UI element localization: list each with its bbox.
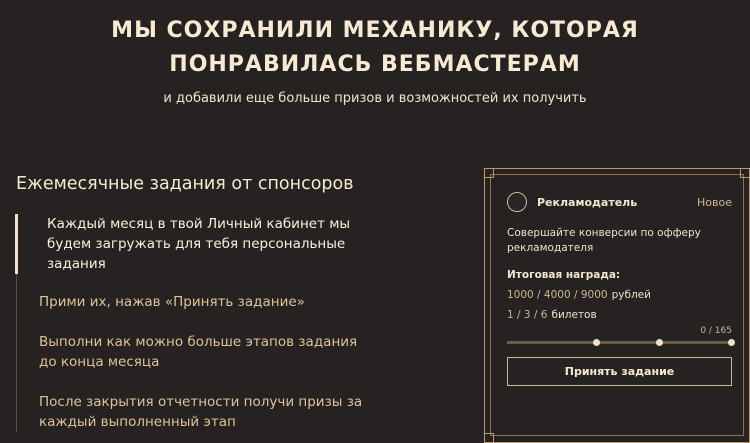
progress-milestone-dot — [593, 339, 600, 346]
step-item-2[interactable]: Прими их, нажав «Принять задание» — [39, 294, 305, 310]
card-corner-ornament — [740, 168, 750, 178]
reward-ticket-unit: билетов — [551, 309, 597, 321]
progress-bar — [507, 341, 732, 344]
reward-label: Итоговая награда: — [507, 269, 621, 281]
hero-title-line-2: ПОНРАВИЛАСЬ ВЕБМАСТЕРАМ — [169, 52, 581, 77]
reward-money-unit: рублей — [611, 289, 651, 301]
hero-title-line-1: МЫ СОХРАНИЛИ МЕХАНИКУ, КОТОРАЯ — [111, 18, 639, 43]
task-description: Совершайте конверсии по офферу рекламодателя — [507, 227, 701, 254]
steps-list — [16, 214, 376, 432]
card-header — [507, 190, 732, 214]
hero-title — [0, 14, 750, 82]
step-item-4[interactable]: После закрытия отчетности получи призы за каждый выполненный этап — [39, 394, 363, 430]
reward-ticket-values: 1 / 3 / 6 — [507, 309, 548, 321]
hero-subtitle: и добавили еще больше призов и возможностей их получить — [163, 91, 587, 106]
advertiser-name: Рекламодатель — [537, 195, 638, 209]
card-corner-ornament — [484, 168, 494, 178]
reward-money — [507, 289, 732, 301]
card-corner-ornament — [484, 433, 494, 443]
progress-milestone-dot — [728, 339, 735, 346]
progress-counter: 0 / 165 — [700, 326, 732, 336]
step-item-1[interactable]: Каждый месяц в твой Личный кабинет мы будем загружать для тебя персональные задания — [17, 214, 376, 274]
section-title: Ежемесячные задания от спонсоров — [16, 174, 354, 194]
task-card-content — [507, 190, 732, 386]
advertiser-avatar-icon — [507, 192, 527, 212]
reward-money-values: 1000 / 4000 / 9000 — [507, 289, 608, 301]
accept-task-button[interactable]: Принять задание — [507, 357, 732, 386]
step-item-3[interactable]: Выполни как можно больше этапов задания до конца месяца — [39, 334, 358, 370]
reward-tickets — [507, 309, 732, 321]
status-badge: Новое — [697, 195, 732, 209]
progress-milestone-dot — [656, 339, 663, 346]
